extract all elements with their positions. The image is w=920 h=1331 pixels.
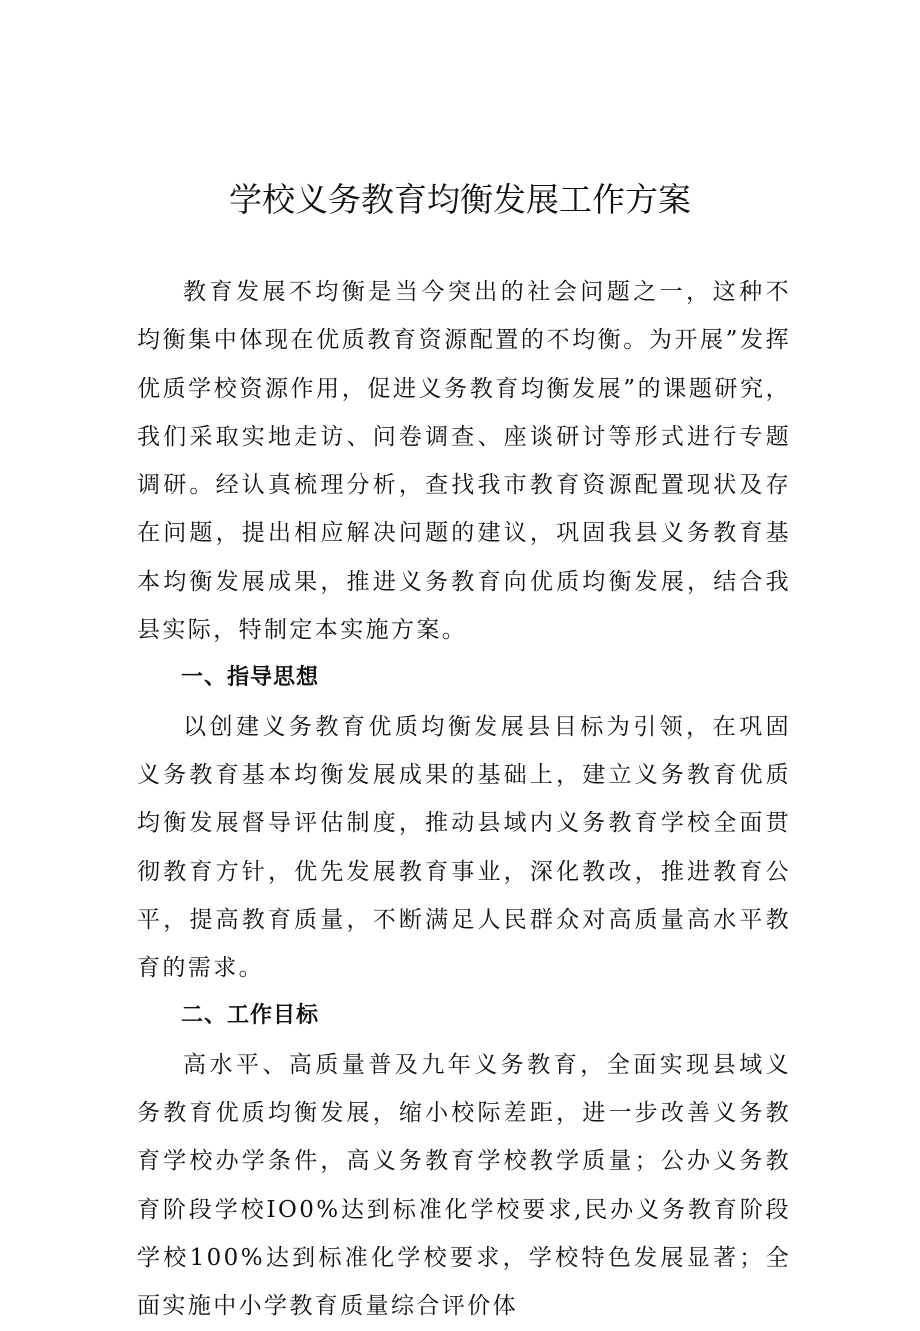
section-heading-work-goals: 二、工作目标 [181,1003,320,1029]
section-heading-guiding-ideology: 一、指导思想 [181,665,320,691]
section-paragraph-guiding-ideology: 以创建义务教育优质均衡发展县目标为引领，在巩固义务教育基本均衡发展成果的基础上，建立义务教育优质均衡发展督导评估制度，推动县域内义务教育学校全面贯彻教育方针，优先发展教育事业，深化教改，推进教育公平，提高教育质量，不断满足人民群众对高质量高水平教育的需求。 [137,713,791,982]
document-title: 学校义务教育均衡发展工作方案 [229,180,691,219]
section-paragraph-work-goals: 高水平、高质量普及九年义务教育，全面实现县域义务教育优质均衡发展，缩小校际差距，进一步改善义务教育学校办学条件，高义务教育学校教学质量；公办义务教育阶段学校IO0%达到标准化学校要求,民办义务教育阶段学校100%达到标准化学校要求，学校特色发展显著；全面实施中小学教育质量综合评价体 [137,1051,791,1320]
intro-paragraph: 教育发展不均衡是当今突出的社会问题之一，这种不均衡集中体现在优质教育资源配置的不均衡。为开展”发挥优质学校资源作用，促进义务教育均衡发展”的课题研究，我们采取实地走访、问卷调查、座谈研讨等形式进行专题调研。经认真梳理分析，查找我市教育资源配置现状及存在问题，提出相应解决问题的建议，巩固我县义务教育基本均衡发展成果，推进义务教育向优质均衡发展，结合我县实际，特制定本实施方案。 [137,279,791,644]
document-body [137,268,791,1331]
